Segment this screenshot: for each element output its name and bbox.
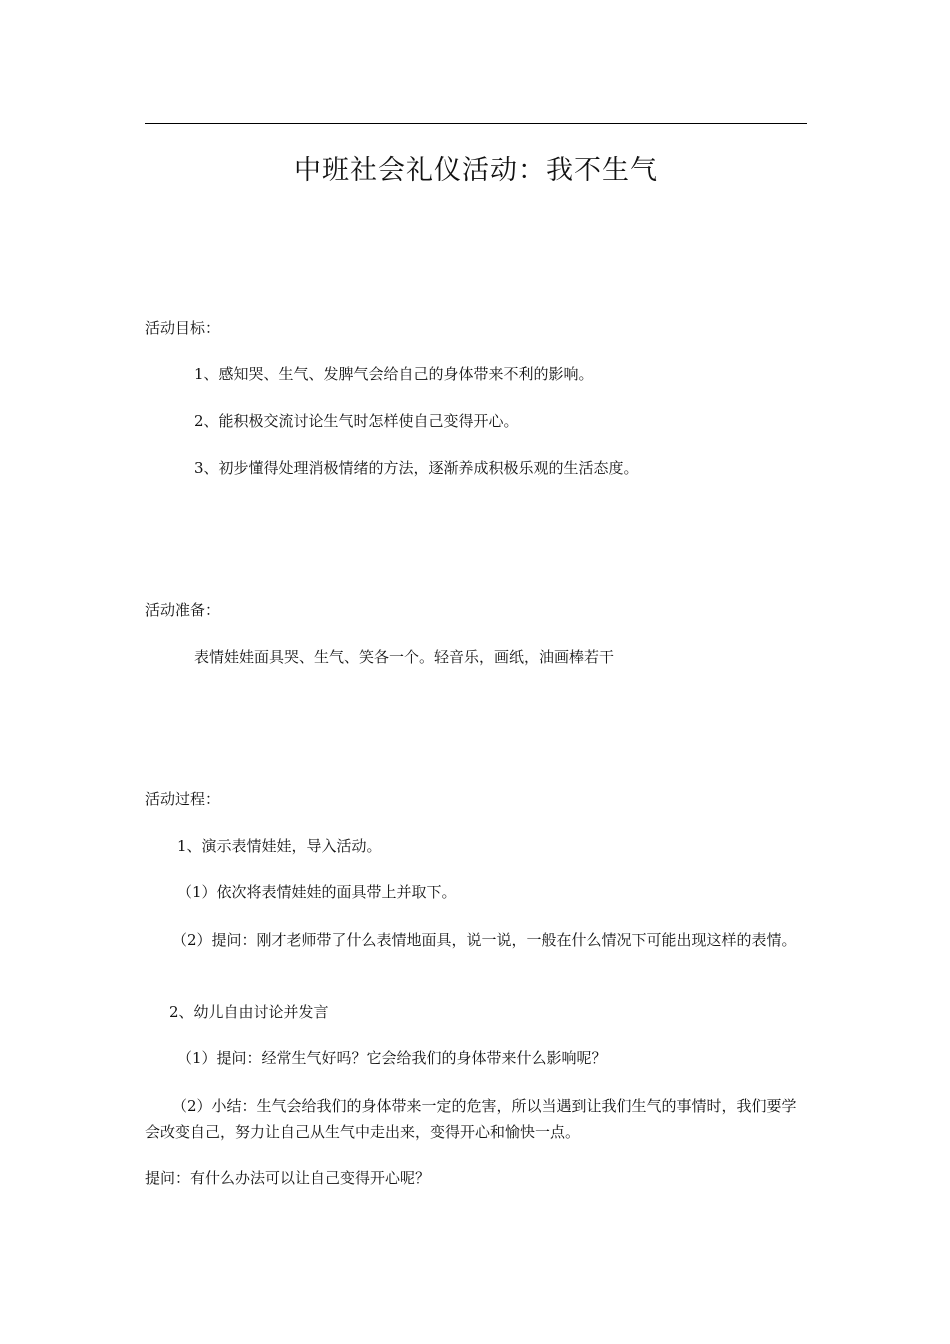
- header-rule: [145, 123, 807, 124]
- process-step-1: 1、演示表情娃娃，导入活动。: [177, 837, 382, 855]
- goals-heading: 活动目标：: [145, 319, 221, 337]
- goal-item-2: 2、能积极交流讨论生气时怎样使自己变得开心。: [194, 412, 519, 430]
- preparation-text: 表情娃娃面具哭、生气、笑各一个。轻音乐，画纸，油画棒若干: [194, 648, 615, 666]
- process-question: 提问：有什么办法可以让自己变得开心呢？: [145, 1169, 431, 1187]
- process-heading: 活动过程：: [145, 790, 221, 808]
- process-step-1-sub-1: （1）依次将表情娃娃的面具带上并取下。: [177, 883, 457, 901]
- goal-item-1: 1、感知哭、生气、发脾气会给自己的身体带来不利的影响。: [194, 365, 594, 383]
- document-title: 中班社会礼仪活动：我不生气: [294, 155, 658, 186]
- goal-item-3: 3、初步懂得处理消极情绪的方法，逐渐养成积极乐观的生活态度。: [194, 459, 639, 477]
- preparation-heading: 活动准备：: [145, 601, 221, 619]
- process-step-2-sub-2: （2）小结：生气会给我们的身体带来一定的危害，所以当遇到让我们生气的事情时，我们要学会改变自己，努力让自己从生气中走出来，变得开心和愉快一点。: [145, 1097, 797, 1141]
- process-step-2-sub-1: （1）提问：经常生气好吗？它会给我们的身体带来什么影响呢？: [177, 1049, 607, 1067]
- process-step-2: 2、幼儿自由讨论并发言: [169, 1003, 329, 1021]
- process-step-1-sub-2: （2）提问：刚才老师带了什么表情地面具，说一说，一般在什么情况下可能出现这样的表情。: [172, 931, 797, 949]
